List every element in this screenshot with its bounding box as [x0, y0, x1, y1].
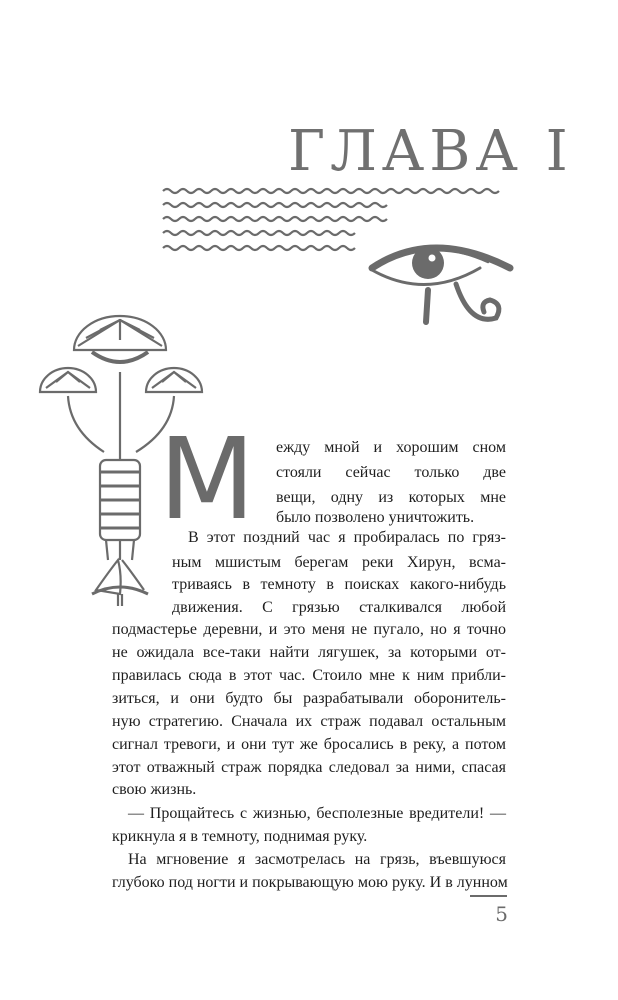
- text-line: ным мшистым берегам реки Хирун, всма-: [172, 554, 506, 571]
- text-line: глубоко под ногти и покрывающую мою руку. И в лунном: [112, 874, 508, 891]
- text-line: движения. С грязью сталкивался любой: [172, 599, 506, 616]
- text-line: ную стратегию. Сначала их страж подавал остальным: [112, 713, 506, 730]
- text-line: вещи, одну из которых мне: [276, 489, 506, 506]
- eye-of-horus-icon: [372, 247, 510, 322]
- text-line: свою жизнь.: [112, 781, 197, 798]
- text-line: правилась сюда в этот час. Стоило мне к ним прибли-: [112, 667, 506, 684]
- text-line: В этот поздний час я пробиралась по гряз-: [188, 529, 506, 546]
- page-number: 5: [495, 902, 508, 926]
- text-line: подмастерье деревни, и это меня не пугало, но я точно: [112, 621, 506, 638]
- text-line: крикнула я в темноту, поднимая руку.: [112, 828, 368, 845]
- text-line: сигнал тревоги, и они тут же бросались в реку, а потом: [112, 736, 506, 753]
- chapter-title: ГЛАВА I: [288, 119, 573, 184]
- text-line: зиться, и они будто бы разрабатывали оборонитель-: [112, 690, 506, 707]
- text-line: стояли сейчас только две: [276, 464, 506, 481]
- text-line: — Прощайтесь с жизнью, бесполезные вредители! —: [128, 805, 506, 822]
- text-line: ежду мной и хорошим сном: [276, 439, 506, 456]
- page-number-rule: [470, 895, 507, 897]
- text-line: не ожидала все-таки найти лягушек, за которыми от-: [112, 644, 506, 661]
- text-line: было позволено уничтожить.: [276, 509, 475, 526]
- water-waves-icon: [163, 189, 499, 250]
- text-line: этот отважный страж порядка следовал за ними, спасая: [112, 759, 506, 776]
- text-line: триваясь в темноту в поисках какого-нибудь: [172, 576, 506, 593]
- text-line: На мгновение я засмотрелась на грязь, въевшуюся: [128, 851, 506, 868]
- drop-cap: М: [158, 415, 256, 545]
